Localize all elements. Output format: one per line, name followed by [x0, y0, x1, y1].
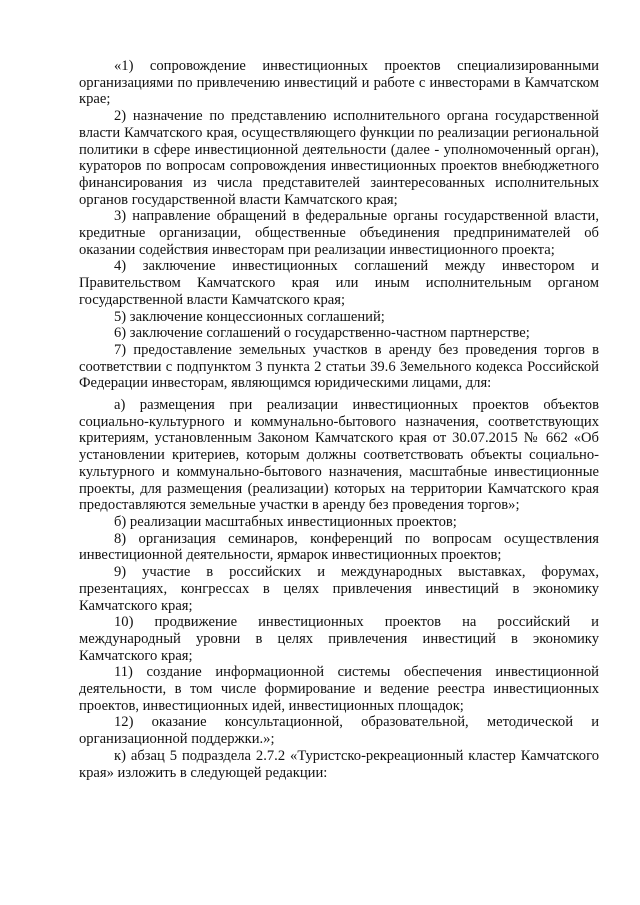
paragraph-item-7: 7) предоставление земельных участков в аренду без проведения торгов в соответствии с подпунктом 3 пункта 2 статьи 39.6 Земельного кодекса Российской Федерации инвесторам, являющимся юридическими лицами, для: — [79, 341, 599, 392]
subparagraph-a: а) размещения при реализации инвестиционных проектов объектов социально-культурного и коммунально-бытового назначения, соответствующих критериям, установленным Законом Камчатского края от 30.07.2015 № 662 «Об установлении критериев, которым должны соответствовать объекты социально-культурного и коммунально-бытового назначения, масштабные инвестиционные проекты, для размещения (реализации) которых на территории Камчатского края предоставляются земельные участки в аренду без проведения торгов»; — [79, 397, 599, 514]
document-page — [79, 58, 599, 781]
amendment-paragraph-k: к) абзац 5 подраздела 2.7.2 «Туристско-рекреационный кластер Камчатского края» изложить в следующей редакции: — [79, 747, 599, 781]
paragraph-item-6: 6) заключение соглашений о государственно-частном партнерстве; — [114, 325, 530, 342]
paragraph-item-9: 9) участие в российских и международных выставках, форумах, презентациях, конгрессах в целях привлечения инвестиций в экономику Камчатского края; — [79, 564, 599, 614]
paragraph-item-12: 12) оказание консультационной, образовательной, методической и организационной поддержки.»; — [79, 714, 599, 748]
paragraph-item-11: 11) создание информационной системы обеспечения инвестиционной деятельности, в том числе формирование и ведение реестра инвестиционных проектов, инвестиционных идей, инвестиционных площадок; — [79, 664, 599, 714]
paragraph-item-5: 5) заключение концессионных соглашений; — [114, 308, 385, 325]
paragraph-item-2: 2) назначение по представлению исполнительного органа государственной власти Камчатского края, осуществляющего функции по реализации региональной политики в сфере инвестиционной деятельности (далее - уполномоченный орган), кураторов по вопросам сопровождения инвестиционных проектов внебюджетного финансирования из числа представителей заинтересованных исполнительных органов государственной власти Камчатского края; — [79, 108, 599, 208]
paragraph-item-3: 3) направление обращений в федеральные органы государственной власти, кредитные организации, общественные объединения предпринимателей об оказании содействия инвесторам при реализации инвестиционного проекта; — [79, 208, 599, 258]
paragraph-item-4: 4) заключение инвестиционных соглашений между инвестором и Правительством Камчатского края или иным исполнительным органом государственной власти Камчатского края; — [79, 258, 599, 308]
paragraph-item-8: 8) организация семинаров, конференций по вопросам осуществления инвестиционной деятельности, ярмарок инвестиционных проектов; — [79, 530, 599, 564]
subparagraph-b: б) реализации масштабных инвестиционных проектов; — [114, 513, 457, 530]
paragraph-item-1: «1) сопровождение инвестиционных проектов специализированными организациями по привлечению инвестиций и работе с инвесторами в Камчатском крае; — [79, 58, 599, 108]
paragraph-item-10: 10) продвижение инвестиционных проектов на российский и международный уровни в целях привлечения инвестиций в экономику Камчатского края; — [79, 614, 599, 664]
